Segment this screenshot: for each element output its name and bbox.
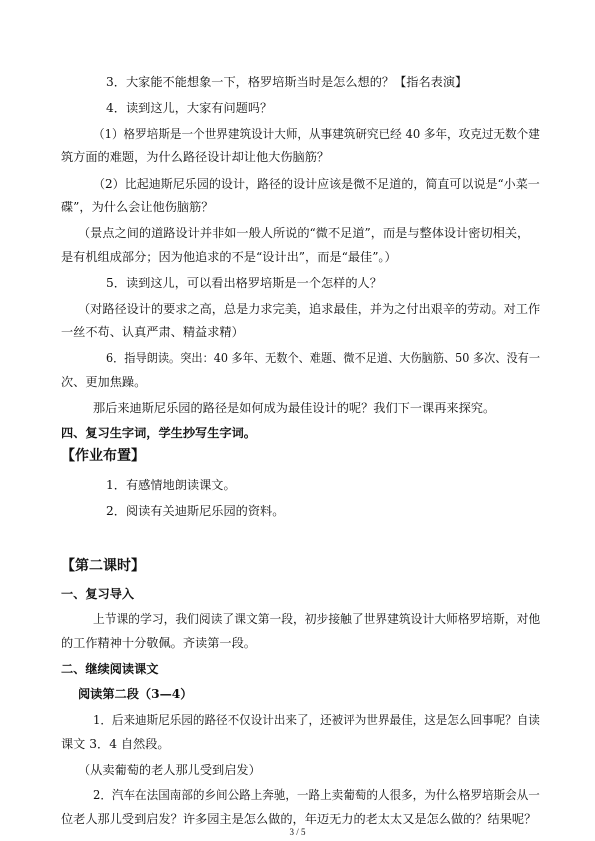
text-line: （景点之间的道路设计并非如一般人所说的“微不足道”，而是与整体设计密切相关， <box>78 226 530 240</box>
text-line: （对路径设计的要求之高，总是力求完美，追求最佳，并为之付出艰辛的劳动。对工作 <box>78 302 541 316</box>
text-line: 1．后来迪斯尼乐园的路径不仅设计出来了，还被评为世界最佳，这是怎么回事呢？自读 <box>93 713 540 727</box>
section-heading: 四、复习生字词，学生抄写生字词。 <box>61 426 256 440</box>
text-line: 课文 3．4 自然段。 <box>61 737 170 751</box>
text-line: 上节课的学习，我们阅读了课文第一段，初步接触了世界建筑设计大师格罗培斯，对他 <box>93 612 541 626</box>
text-line: 筑方面的难题，为什么路径设计却让他大伤脑筋？ <box>61 150 330 164</box>
text-line: 3．大家能不能想象一下，格罗培斯当时是怎么想的？【指名表演】 <box>106 75 468 89</box>
text-line: 碟”，为什么会让他伤脑筋？ <box>61 200 214 214</box>
text-line: 6．指导朗读。突出：40 多年、无数个、难题、微不足道、大伤脑筋、50 多次、没有一 <box>106 351 541 365</box>
text-line: 那后来迪斯尼乐园的路径是如何成为最佳设计的呢？我们下一课再来探究。 <box>93 401 496 415</box>
text-line: 次、更加焦躁。 <box>61 375 147 389</box>
section-heading: 阅读第二段（3—4） <box>78 687 193 701</box>
text-line: （从卖葡萄的老人那儿受到启发） <box>78 763 261 777</box>
text-line: （2）比起迪斯尼乐园的设计，路径的设计应该是微不足道的，简直可以说是“小菜一 <box>93 177 540 191</box>
text-line: 是有机组成部分；因为他追求的不是“设计出”，而是“最佳”。） <box>61 250 397 264</box>
section-heading: 二、继续阅读课文 <box>61 662 159 676</box>
list-item: 1．有感情地朗读课文。 <box>106 478 236 492</box>
text-line: （1）格罗培斯是一个世界建筑设计大师，从事建筑研究已经 40 多年，攻克过无数个建 <box>93 127 540 141</box>
page-number: 3 / 5 <box>289 827 306 837</box>
text-line: 位老人那儿受到启发？许多园主是怎么做的，年迈无力的老太太又是怎么做的？结果呢？ <box>61 812 537 826</box>
section-heading: 【作业布置】 <box>61 448 145 464</box>
text-line: 4．读到这儿，大家有问题吗？ <box>106 101 273 115</box>
section-heading: 【第二课时】 <box>61 558 145 574</box>
text-line: 2．汽车在法国南部的乡间公路上奔驰，一路上卖葡萄的人很多，为什么格罗培斯会从一 <box>93 788 540 802</box>
text-line: 5．读到这儿，可以看出格罗培斯是一个怎样的人？ <box>106 276 382 290</box>
list-item: 2．阅读有关迪斯尼乐园的资料。 <box>106 504 285 518</box>
section-heading: 一、复习导入 <box>61 587 135 601</box>
text-line: 的工作精神十分敬佩。齐读第一段。 <box>61 636 256 650</box>
text-line: 一丝不苟、认真严肃、精益求精） <box>61 325 244 339</box>
